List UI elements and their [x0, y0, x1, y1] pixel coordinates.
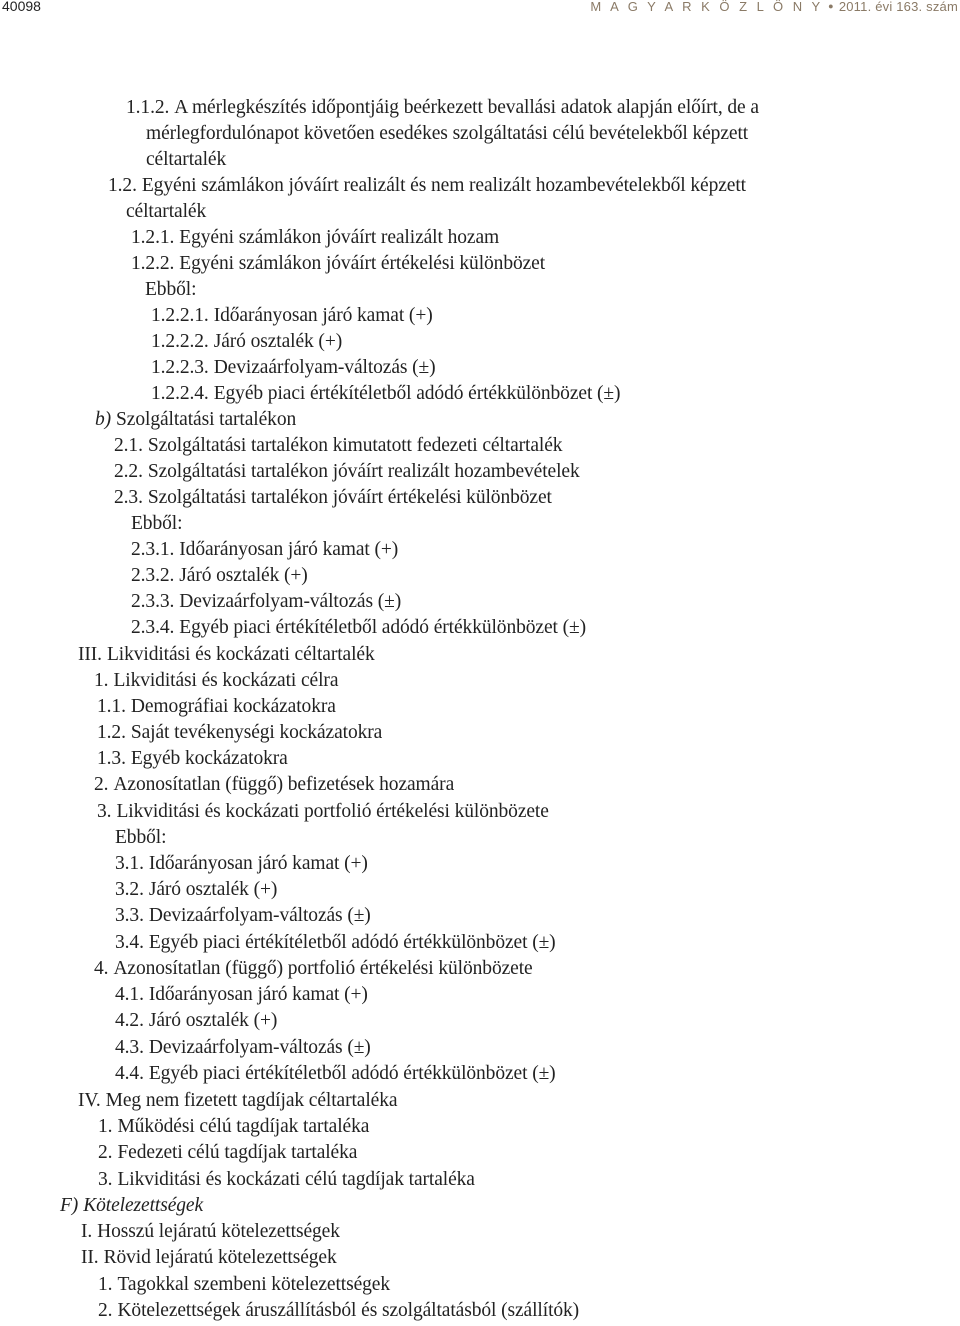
line-F-II: II. Rövid lejáratú kötelezettségek [81, 1247, 337, 1268]
line-III-1-3: 1.3. Egyéb kockázatokra [97, 748, 288, 769]
line-F-II-2: 2. Kötelezettségek áruszállításból és szolgáltatásból (szállítók) [98, 1300, 580, 1321]
bullet-icon: ● [828, 1, 834, 11]
journal-masthead [590, 0, 958, 14]
line-IV-2: 2. Fedezeti célú tagdíjak tartaléka [98, 1142, 358, 1163]
line-1-2-2-3: 1.2.2.3. Devizaárfolyam-változás (±) [151, 357, 436, 378]
line-1-2-2-2: 1.2.2.2. Járó osztalék (+) [151, 331, 343, 352]
page-header [0, 0, 960, 24]
line-1-2-1: 1.2.1. Egyéni számlákon jóváírt realizált hozam [131, 227, 500, 248]
line-1-2: 1.2. Egyéni számlákon jóváírt realizált és nem realizált hozambevételekből képzett [108, 175, 746, 196]
line-III-3: 3. Likviditási és kockázati portfolió értékelési különbözete [97, 801, 549, 822]
line-ebbol-3: Ebből: [115, 827, 167, 848]
line-IV: IV. Meg nem fizetett tagdíjak céltartaléka [78, 1090, 398, 1111]
line-F-I: I. Hosszú lejáratú kötelezettségek [81, 1221, 340, 1242]
line-1-2-2: 1.2.2. Egyéni számlákon jóváírt értékelési különbözet [131, 253, 546, 274]
line-III-2: 2. Azonosítatlan (függő) befizetések hozamára [94, 774, 455, 795]
line-III-1: 1. Likviditási és kockázati célra [94, 670, 339, 691]
line-III-3-2: 3.2. Járó osztalék (+) [115, 879, 278, 900]
line-III-1-2: 1.2. Saját tevékenységi kockázatokra [97, 722, 383, 743]
line-2-3: 2.3. Szolgáltatási tartalékon jóváírt értékelési különbözet [114, 487, 552, 508]
line-F-II-1: 1. Tagokkal szembeni kötelezettségek [98, 1274, 390, 1295]
line-1-1-2-cont: mérlegfordulónapot követően esedékes szolgáltatási célú bevételekből képzett [146, 123, 749, 144]
line-2-3-1: 2.3.1. Időarányosan járó kamat (+) [131, 539, 399, 560]
line-2-1: 2.1. Szolgáltatási tartalékon kimutatott fedezeti céltartalék [114, 435, 563, 456]
line-III-4-1: 4.1. Időarányosan járó kamat (+) [115, 984, 368, 1005]
line-1-2-2-1: 1.2.2.1. Időarányosan járó kamat (+) [151, 305, 433, 326]
line-III-4-2: 4.2. Járó osztalék (+) [115, 1010, 278, 1031]
page-number: 40098 [2, 0, 41, 14]
line-III-4: 4. Azonosítatlan (függő) portfolió értékelési különbözete [94, 958, 533, 979]
line-IV-1: 1. Működési célú tagdíjak tartaléka [98, 1116, 370, 1137]
line-1-1-2-cont2: céltartalék [146, 149, 227, 170]
line-III-1-1: 1.1. Demográfiai kockázatokra [97, 696, 336, 717]
line-1-1-2: 1.1.2. A mérlegkészítés időpontjáig beérkezett bevallási adatok alapján előírt, de a [126, 97, 759, 118]
line-III-3-1: 3.1. Időarányosan járó kamat (+) [115, 853, 368, 874]
line-IV-3: 3. Likviditási és kockázati célú tagdíjak tartaléka [98, 1169, 475, 1190]
line-b: b) Szolgáltatási tartalékon [95, 409, 297, 430]
line-ebbol-1: Ebből: [145, 279, 197, 300]
line-1-2-cont: céltartalék [126, 201, 207, 222]
line-2-3-2: 2.3.2. Járó osztalék (+) [131, 565, 308, 586]
line-1-2-2-4: 1.2.2.4. Egyéb piaci értékítéletből adódó értékkülönbözet (±) [151, 383, 621, 404]
line-III-4-4: 4.4. Egyéb piaci értékítéletből adódó értékkülönbözet (±) [115, 1063, 556, 1084]
line-2-2: 2.2. Szolgáltatási tartalékon jóváírt realizált hozambevételek [114, 461, 580, 482]
line-F: F) Kötelezettségek [60, 1195, 204, 1216]
line-ebbol-2: Ebből: [131, 513, 183, 534]
line-III-3-3: 3.3. Devizaárfolyam-változás (±) [115, 905, 371, 926]
line-III: III. Likviditási és kockázati céltartalék [78, 644, 375, 665]
journal-title: M A G Y A R K Ö Z L Ö N Y [590, 0, 824, 14]
line-2-3-4: 2.3.4. Egyéb piaci értékítéletből adódó értékkülönbözet (±) [131, 617, 587, 638]
line-III-4-3: 4.3. Devizaárfolyam-változás (±) [115, 1037, 371, 1058]
line-III-3-4: 3.4. Egyéb piaci értékítéletből adódó értékkülönbözet (±) [115, 932, 556, 953]
line-2-3-3: 2.3.3. Devizaárfolyam-változás (±) [131, 591, 402, 612]
issue-label: 2011. évi 163. szám [838, 0, 958, 14]
